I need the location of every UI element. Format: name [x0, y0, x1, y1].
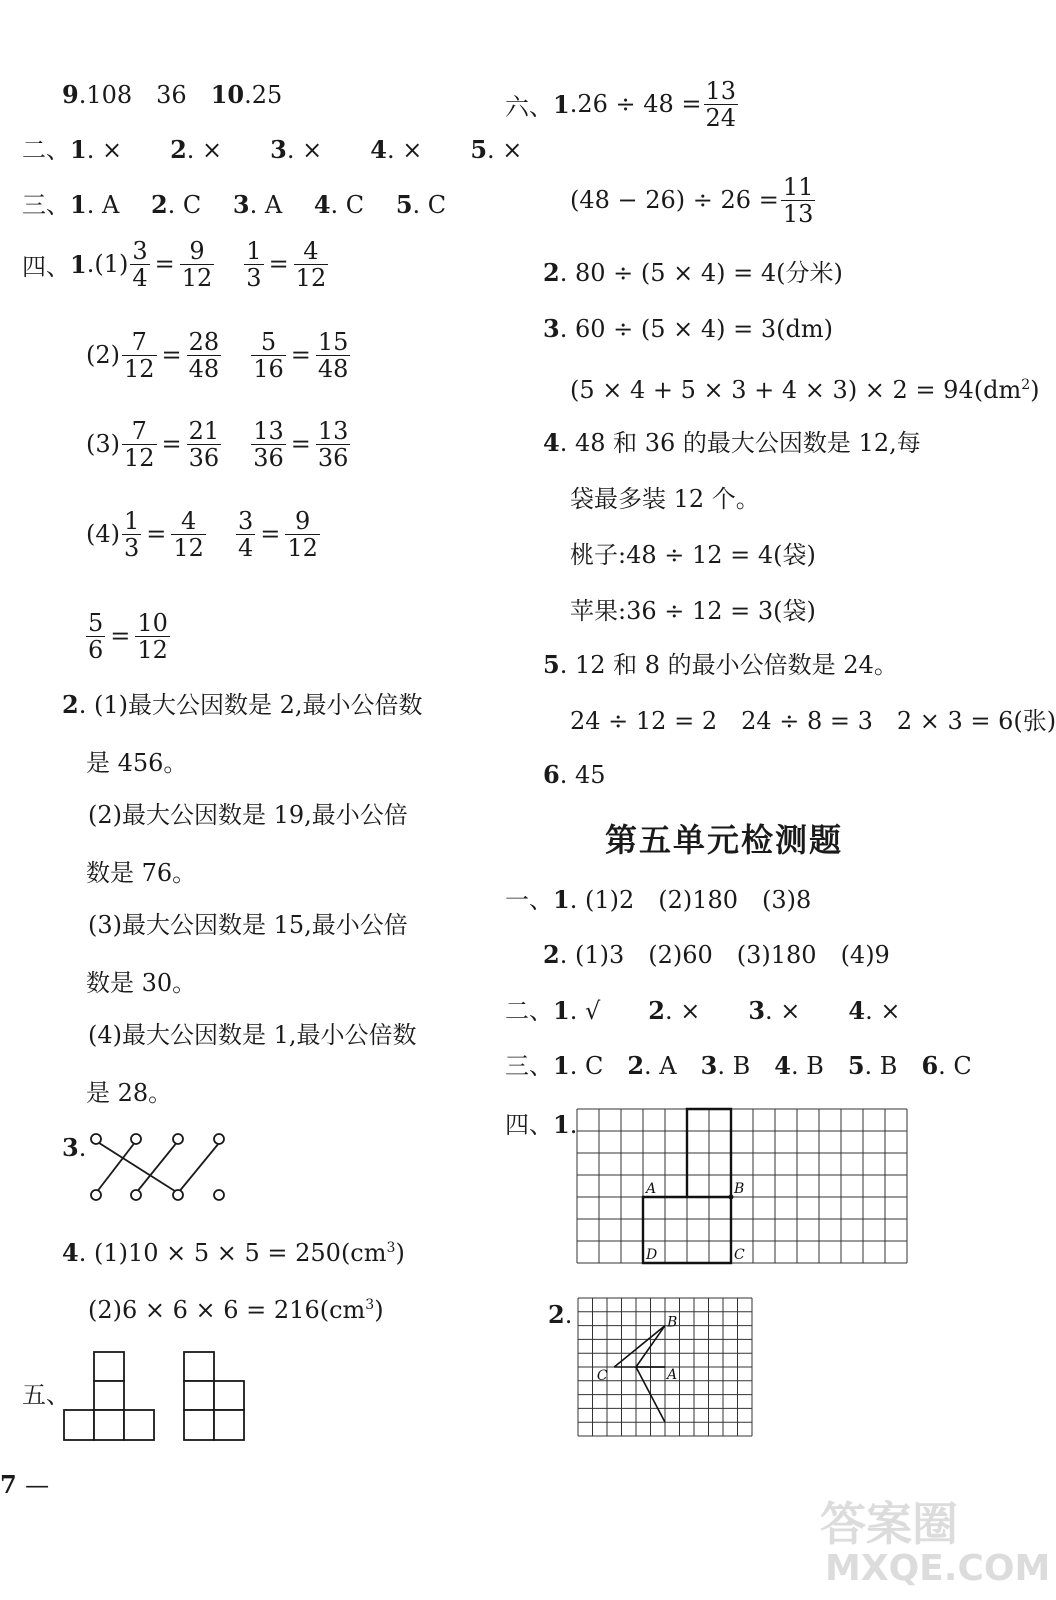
section-label: 二、 — [22, 136, 70, 164]
point-label: A — [667, 1367, 678, 1383]
item-number: 3 — [748, 996, 766, 1025]
page-number: 7 — — [0, 1470, 50, 1499]
item-number: 4 — [313, 190, 331, 219]
item-answer: . B — [790, 1052, 824, 1080]
section-label: 二、 — [505, 997, 553, 1025]
point-label: C — [734, 1247, 745, 1263]
item-answer: . × — [865, 997, 901, 1025]
fraction: $\frac{5}{16}$ — [253, 327, 284, 383]
l-line-3-choice — [22, 190, 446, 220]
item-number: 4 — [774, 1051, 791, 1080]
q5-line: 24 ÷ 12 = 2 24 ÷ 8 = 3 2 × 3 = 6(张) — [570, 707, 1056, 735]
item-number: 3 — [232, 190, 250, 219]
fraction: $\frac{21}{36}$ — [188, 416, 220, 472]
item-number: 3 — [270, 135, 287, 164]
item-answer: . C — [330, 191, 365, 219]
item-answer: . C — [569, 1052, 604, 1080]
fraction: $\frac{13}{24}$ — [705, 76, 737, 132]
item-number: 4 — [370, 135, 387, 164]
section-6-q1-line1: 六、 1 .26 ÷ 48 = $\frac{13}{24}$ — [505, 76, 737, 132]
q2-line: 2. (1)最大公因数是 2,最小公倍数 — [62, 690, 423, 719]
item-number: 1 — [70, 190, 87, 219]
unit5-part4-label: 四、1. — [505, 1110, 578, 1139]
unit5-part2-judgement — [505, 996, 901, 1026]
fraction: $\frac{11}{13}$ — [782, 172, 814, 228]
fraction-row-extra: $\frac{5}{6}$ = $\frac{10}{12}$ — [88, 608, 168, 664]
item-number: 1 — [553, 1051, 570, 1080]
l-line-1 — [62, 80, 282, 110]
num-9: 9 — [62, 80, 79, 109]
item-number: 3 — [700, 1051, 718, 1080]
q2-line: 是 456。 — [86, 749, 188, 777]
section-6-q3: 3. 60 ÷ (5 × 4) = 3(dm) — [543, 314, 833, 343]
fraction-row: (3) $\frac{7}{12}$ = $\frac{21}{36}$ $\frac{13}{36}$ = $\frac{13}{36}$ — [86, 416, 349, 472]
q4-line: 桃子:48 ÷ 12 = 4(袋) — [570, 541, 816, 569]
item-answer: . A — [249, 191, 283, 219]
grid-diagram-1 — [576, 1108, 908, 1265]
unit5-part1-q2: 2. (1)3 (2)60 (3)180 (4)9 — [543, 940, 890, 969]
q2-line: (4)最大公因数是 1,最小公倍数 — [88, 1021, 417, 1049]
point-label: B — [667, 1314, 678, 1331]
question-3-label: 3. — [62, 1133, 87, 1162]
num-10: 10 — [210, 80, 245, 109]
fraction-row: (4) $\frac{1}{3}$ = $\frac{4}{12}$ $\frac{3}{4}$ = $\frac{9}{12}$ — [86, 506, 318, 562]
item-answer: . B — [717, 1052, 751, 1080]
q2-line: 数是 30。 — [86, 969, 197, 997]
item-answer: . √ — [569, 997, 601, 1025]
q5-line: 5. 12 和 8 的最小公倍数是 24。 — [543, 650, 898, 679]
item-answer: . B — [864, 1052, 898, 1080]
point-label: B — [734, 1181, 745, 1197]
unit5-part1-q1: 一、1. (1)2 (2)180 (3)8 — [505, 885, 812, 914]
fraction: $\frac{28}{48}$ — [188, 327, 220, 383]
text-108-36: .108 36 — [78, 81, 211, 109]
item-answer: . A — [644, 1052, 677, 1080]
item-answer: . A — [86, 191, 120, 219]
fraction: $\frac{13}{36}$ — [317, 416, 349, 472]
item-answer: . C — [938, 1052, 972, 1080]
item-number: 2 — [150, 190, 168, 219]
item-number: 2 — [648, 996, 665, 1025]
q4-line: 苹果:36 ÷ 12 = 3(袋) — [570, 597, 816, 625]
l-line-2-judgement — [22, 135, 522, 165]
fraction: $\frac{3}{4}$ — [237, 506, 254, 562]
item-answer: . × — [664, 997, 701, 1025]
section-label: 三、 — [505, 1052, 553, 1080]
item-answer: . × — [386, 136, 423, 164]
fraction: $\frac{10}{12}$ — [137, 608, 168, 664]
matching-diagram — [85, 1128, 235, 1208]
item-answer: . × — [86, 136, 123, 164]
section-6-q3-line2: $(5 \times 4 + 5 \times 3 + 4 \times 3) \times 2 = 94(dm^2)$ — [570, 376, 1040, 404]
unit5-part4-q2-label: 2. — [548, 1300, 573, 1329]
q4-line: 4. 48 和 36 的最大公因数是 12,每 — [543, 428, 921, 457]
watermark-bottom: MXQE.COM — [825, 1548, 1051, 1589]
watermark-top: 答案圈 — [820, 1497, 958, 1551]
point-label: C — [596, 1368, 608, 1384]
item-number: 5 — [470, 135, 488, 164]
text-25: .25 — [244, 81, 283, 109]
fraction: $\frac{4}{12}$ — [295, 236, 327, 292]
item-answer: . × — [487, 136, 523, 164]
point-label: D — [646, 1247, 658, 1263]
point-dot — [729, 1195, 734, 1200]
fraction: $\frac{4}{12}$ — [173, 506, 204, 562]
item-number: 4 — [848, 996, 866, 1025]
q2-line: 是 28。 — [86, 1079, 173, 1107]
fraction: $\frac{15}{48}$ — [317, 327, 349, 383]
q2-line: 数是 76。 — [86, 859, 197, 887]
grid-diagram-2 — [577, 1297, 753, 1437]
item-number: 5 — [847, 1051, 865, 1080]
item-answer: . × — [186, 136, 223, 164]
unit-5-title: 第五单元检测题 — [605, 821, 844, 859]
point-label: A — [646, 1181, 657, 1197]
item-number: 2 — [170, 135, 187, 164]
section-label: 三、 — [22, 191, 70, 219]
fraction: $\frac{1}{3}$ — [246, 236, 262, 292]
question-4-line-1: 4. $(1)10 \times 5 \times 5 = 250(cm^3)$ — [62, 1238, 405, 1267]
item-answer: . × — [286, 136, 323, 164]
q4-line: 袋最多装 12 个。 — [570, 485, 760, 513]
item-answer: . C — [167, 191, 202, 219]
fraction: $\frac{7}{12}$ — [124, 416, 155, 472]
view-shapes — [60, 1350, 260, 1445]
fraction: $\frac{9}{12}$ — [181, 236, 213, 292]
fraction-row: (2) $\frac{7}{12}$ = $\frac{28}{48}$ $\frac{5}{16}$ = $\frac{15}{48}$ — [86, 327, 349, 383]
q2-line: (2)最大公因数是 19,最小公倍 — [88, 801, 408, 829]
unit5-part3-choice — [505, 1051, 972, 1081]
section-6-q6: 6. 45 — [543, 760, 606, 789]
section-5-label: 五、 — [22, 1381, 70, 1409]
section-6-q1-line2: (48 − 26) ÷ 26 = $\frac{11}{13}$ — [570, 172, 814, 228]
q2-line: (3)最大公因数是 15,最小公倍 — [88, 911, 408, 939]
fraction: $\frac{9}{12}$ — [287, 506, 318, 562]
item-answer: . × — [765, 997, 801, 1025]
item-number: 1 — [553, 996, 570, 1025]
fraction: $\frac{7}{12}$ — [124, 327, 155, 383]
fraction: $\frac{1}{3}$ — [124, 506, 140, 562]
question-4-line-2: $(2)6 \times 6 \times 6 = 216(cm^3)$ — [88, 1296, 384, 1324]
item-answer: . C — [412, 191, 447, 219]
item-number: 2 — [627, 1051, 645, 1080]
fraction: $\frac{3}{4}$ — [132, 236, 148, 292]
item-number: 5 — [395, 190, 413, 219]
fraction-row: 四、 1 . (1) $\frac{3}{4}$ = $\frac{9}{12}$ $\frac{1}{3}$ = $\frac{4}{12}$ — [22, 236, 327, 292]
item-number: 6 — [921, 1051, 939, 1080]
section-6-q2: 2. 80 ÷ (5 × 4) = 4(分米) — [543, 258, 843, 287]
fraction: $\frac{13}{36}$ — [253, 416, 284, 472]
item-number: 1 — [70, 135, 87, 164]
fraction: $\frac{5}{6}$ — [88, 608, 104, 664]
